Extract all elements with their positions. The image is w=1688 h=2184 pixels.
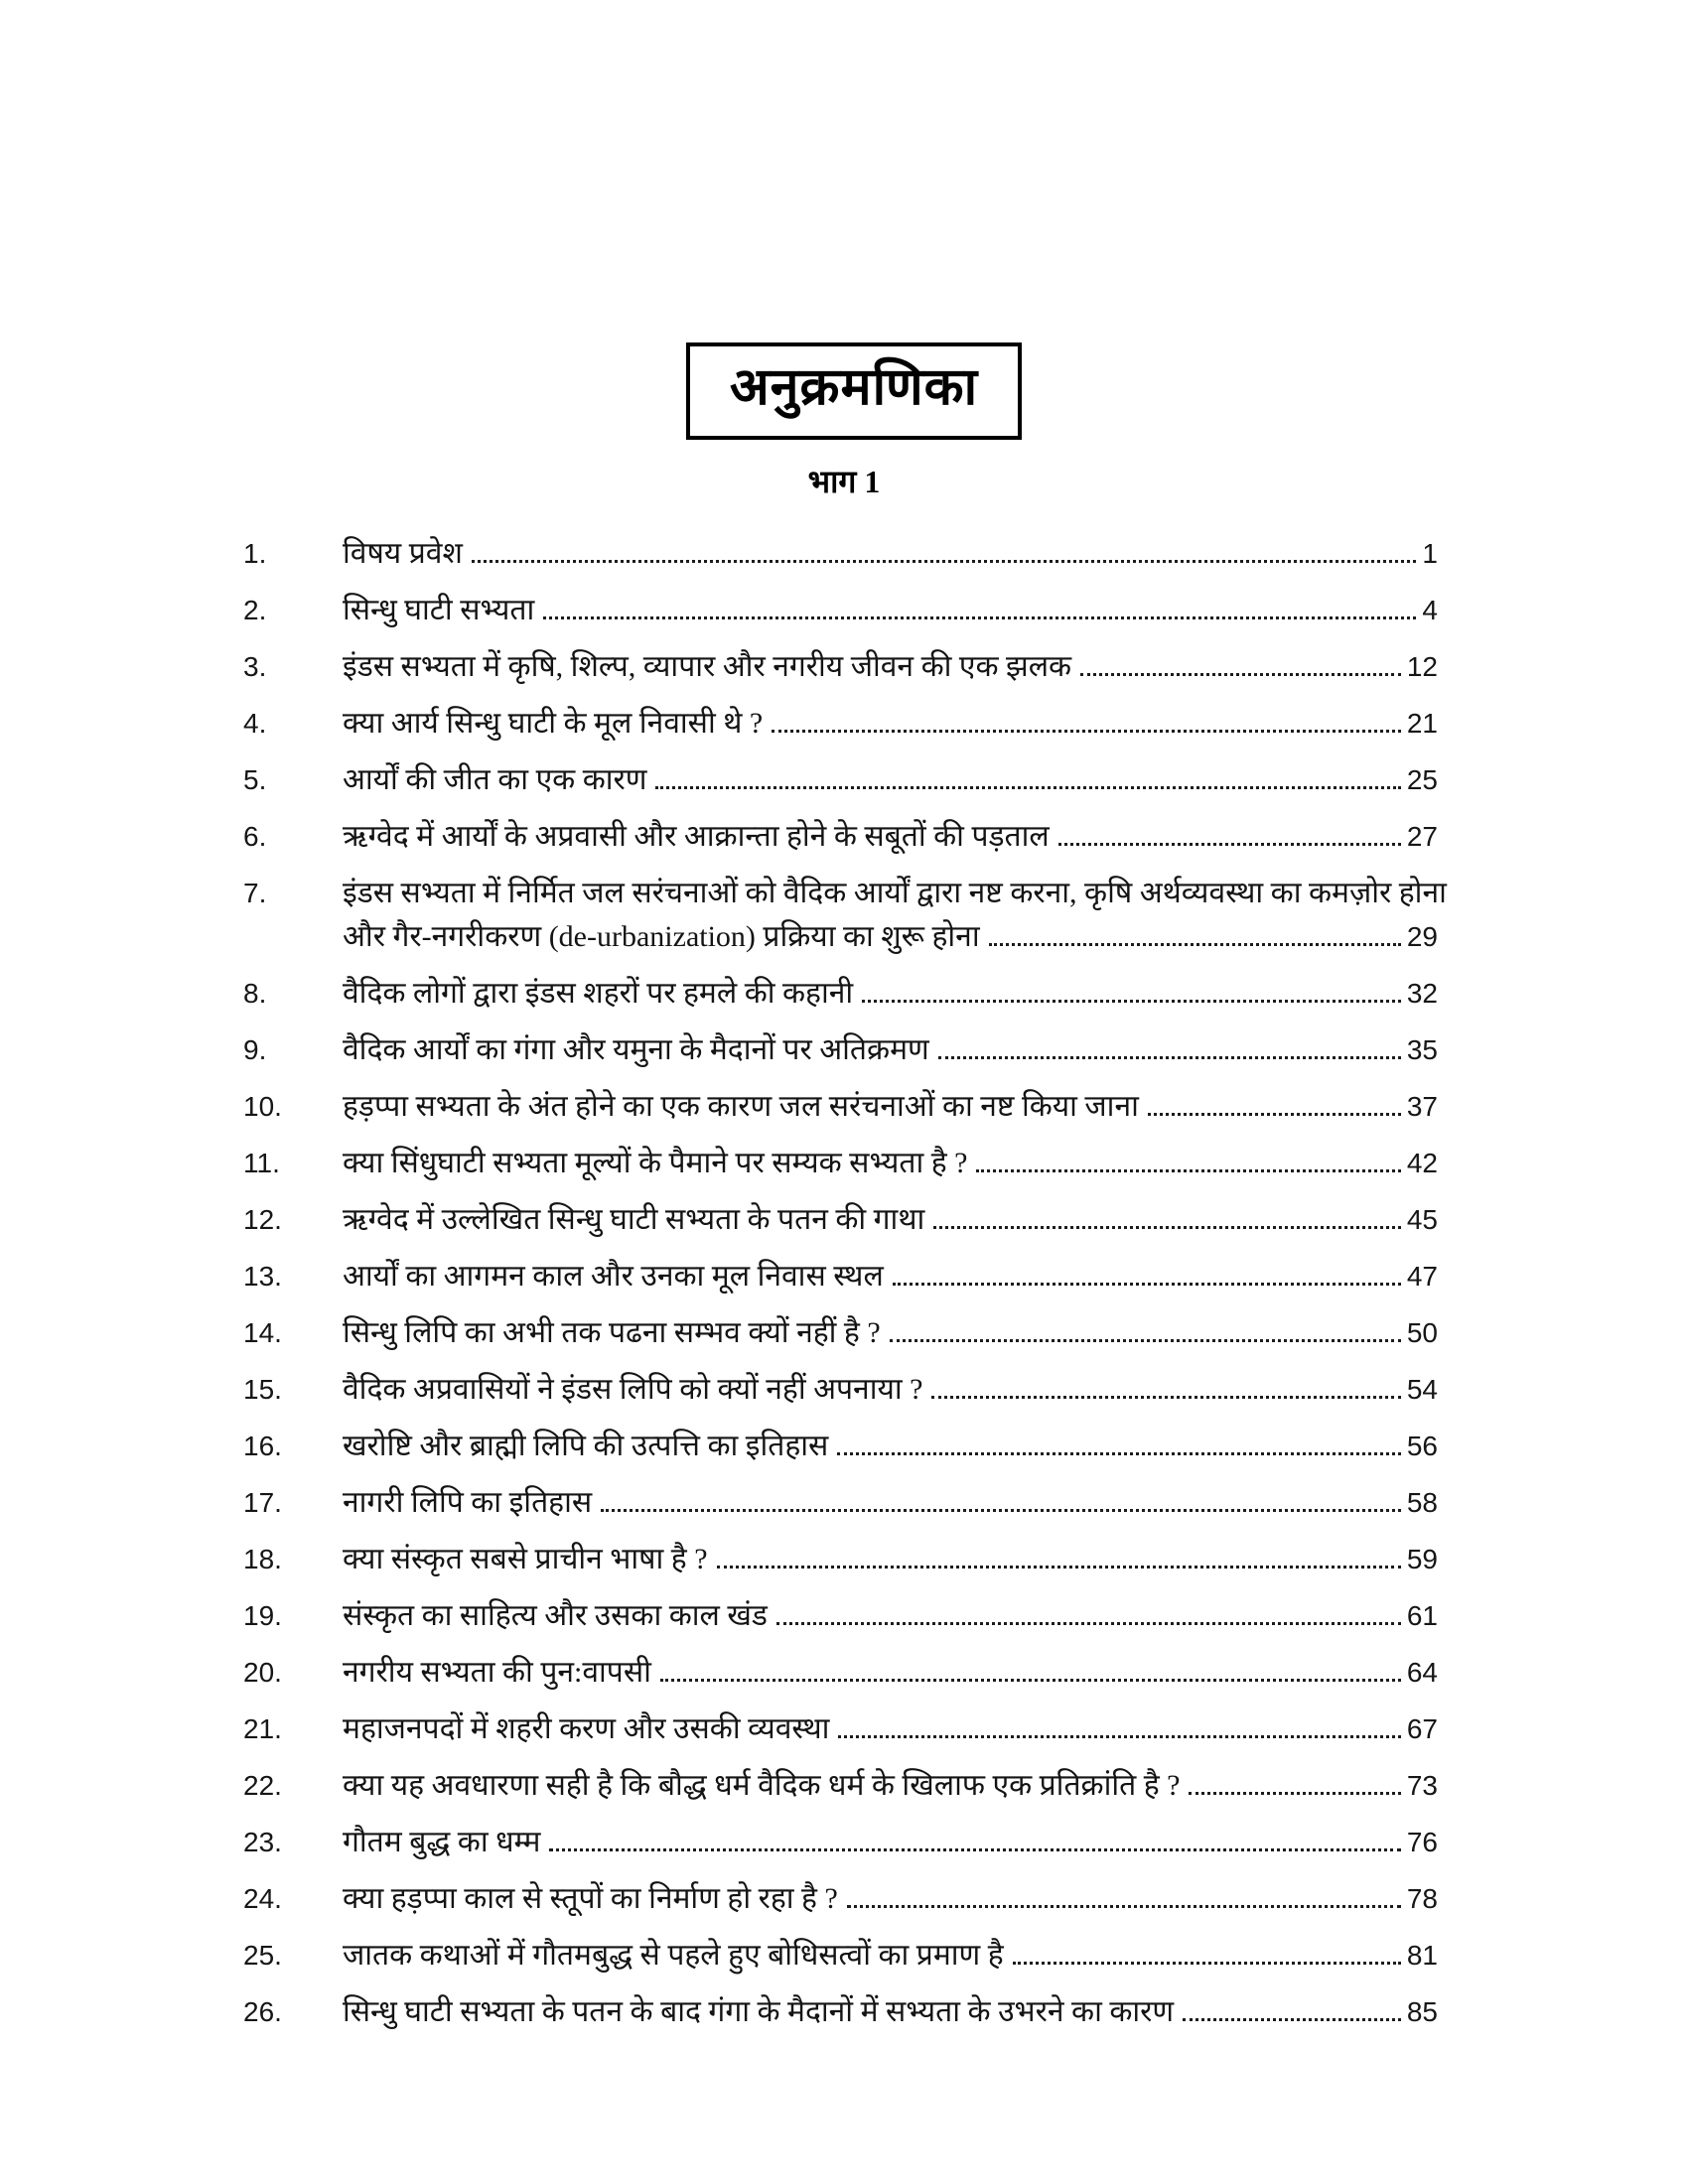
toc-entry-body <box>343 872 1447 959</box>
toc-entry-line <box>343 972 1438 1016</box>
toc-entry-page: 56 <box>1406 1430 1438 1461</box>
toc-entry-title: विषय प्रवेश <box>343 536 463 570</box>
toc-leader-dots <box>472 560 1417 563</box>
toc-entry-number: 15. <box>243 1373 282 1405</box>
toc-entry-line <box>343 758 1438 802</box>
toc-entry-line <box>343 645 1438 689</box>
toc-leader-dots <box>776 1622 1401 1625</box>
toc-entry-title: इंडस सभ्यता में कृषि, शिल्प, व्यापार और नगरीय जीवन की एक झलक <box>343 649 1072 683</box>
toc-entry-line <box>343 1538 1438 1581</box>
toc-entry-page: 78 <box>1406 1882 1438 1914</box>
toc-entry-number: 19. <box>243 1599 282 1631</box>
toc-leader-dots <box>1013 1962 1401 1965</box>
toc-entry-number: 22. <box>243 1769 282 1801</box>
toc-entry-title: क्या हड़प्पा काल से स्तूपों का निर्माण हो रहा है ? <box>343 1881 838 1915</box>
toc-entry-page: 32 <box>1406 977 1438 1009</box>
toc-entry-number: 14. <box>243 1316 282 1348</box>
toc-entry-title: खरोष्टि और ब्राह्मी लिपि की उत्पत्ति का इतिहास <box>343 1429 829 1462</box>
toc-entry-title: नगरीय सभ्यता की पुन:वापसी <box>343 1655 651 1689</box>
toc-entry-page: 61 <box>1406 1599 1438 1631</box>
toc-entry <box>243 972 1438 1016</box>
toc-entry-body <box>343 1311 1438 1355</box>
toc-leader-dots <box>717 1566 1401 1569</box>
toc-entry-page: 59 <box>1406 1543 1438 1574</box>
toc-entry-body <box>343 702 1438 746</box>
toc-entry-body <box>343 1990 1438 2034</box>
toc-entry-page: 12 <box>1406 650 1438 682</box>
toc-entry <box>243 1707 1438 1751</box>
toc-entry-title: संस्कृत का साहित्य और उसका काल खंड <box>343 1598 768 1632</box>
toc-entry-number: 9. <box>243 1033 267 1065</box>
toc-leader-dots <box>655 786 1400 789</box>
toc-entry-number: 2. <box>243 594 267 625</box>
toc-entry-body <box>343 1255 1438 1298</box>
toc-entry <box>243 702 1438 746</box>
toc-entry-title: वैदिक अप्रवासियों ने इंडस लिपि को क्यों नहीं अपनाया ? <box>343 1372 923 1406</box>
toc-entry-title: सिन्धु लिपि का अभी तक पढना सम्भव क्यों नहीं है ? <box>343 1315 881 1349</box>
toc-leader-dots <box>847 1905 1401 1908</box>
toc-entry <box>243 1142 1438 1185</box>
toc-entry <box>243 1877 1438 1921</box>
toc-entry-title: क्या सिंधुघाटी सभ्यता मूल्यों के पैमाने पर सम्यक सभ्यता है ? <box>343 1146 968 1179</box>
toc-entry <box>243 645 1438 689</box>
toc-entry-page: 47 <box>1406 1260 1438 1292</box>
toc-entry-number: 12. <box>243 1203 282 1235</box>
toc-entry-page: 58 <box>1406 1486 1438 1518</box>
toc-entry-line <box>343 1651 1438 1695</box>
toc-entry-page: 29 <box>1406 920 1438 952</box>
toc-entry-page: 21 <box>1406 707 1438 739</box>
toc-entry-title: क्या यह अवधारणा सही है कि बौद्ध धर्म वैदिक धर्म के खिलाफ एक प्रतिक्रांति है ? <box>343 1768 1181 1802</box>
toc-entry-body <box>343 1425 1438 1468</box>
toc-entry-line <box>343 1028 1438 1072</box>
toc-entry <box>243 1481 1438 1525</box>
toc-entry-body <box>343 1028 1438 1072</box>
toc-entry-line <box>343 1877 1438 1921</box>
toc-entry-number: 16. <box>243 1430 282 1461</box>
toc-entry-number: 17. <box>243 1486 282 1518</box>
toc-entry-body <box>343 1594 1438 1638</box>
toc-entry-body <box>343 532 1438 576</box>
toc-entry-number: 13. <box>243 1260 282 1292</box>
toc-entry-number: 4. <box>243 707 267 739</box>
toc-entry-page: 76 <box>1406 1826 1438 1857</box>
toc-entry-body <box>343 758 1438 802</box>
toc-entry-line <box>343 1990 1438 2034</box>
toc-entry <box>243 589 1438 632</box>
toc-entry-title: और गैर-नगरीकरण (de-urbanization) प्रक्रिया का शुरू होना <box>343 919 980 953</box>
title-box <box>686 342 1022 440</box>
toc-entry-number: 24. <box>243 1882 282 1914</box>
toc-entry-page: 42 <box>1406 1147 1438 1178</box>
toc-entry-line <box>343 702 1438 746</box>
toc-entry-title: ऋग्वेद में उल्लेखित सिन्धु घाटी सभ्यता के पतन की गाथा <box>343 1202 925 1236</box>
toc-leader-dots <box>893 1283 1401 1286</box>
toc-entry-number: 23. <box>243 1826 282 1857</box>
toc-entry <box>243 1594 1438 1638</box>
toc-entry-title: वैदिक आर्यों का गंगा और यमुना के मैदानों पर अतिक्रमण <box>343 1032 929 1066</box>
toc-entry-body <box>343 972 1438 1016</box>
toc-entry-body <box>343 645 1438 689</box>
toc-leader-dots <box>838 1735 1400 1738</box>
toc-entry-line <box>343 1481 1438 1525</box>
toc-entry <box>243 1425 1438 1468</box>
toc-entry <box>243 872 1447 959</box>
toc-entry <box>243 1255 1438 1298</box>
toc-entry-title: आर्यों की जीत का एक कारण <box>343 762 647 796</box>
toc-entry-line <box>343 1198 1438 1242</box>
toc-leader-dots <box>931 1396 1400 1399</box>
toc-entry-page: 1 <box>1422 537 1438 569</box>
toc-leader-dots <box>1080 673 1401 676</box>
toc-entry-line <box>343 1594 1438 1638</box>
toc-entry-page: 4 <box>1422 594 1438 625</box>
toc-entry-number: 11. <box>243 1147 280 1178</box>
toc-leader-dots <box>989 943 1401 946</box>
toc-entry-number: 1. <box>243 537 267 569</box>
toc-entry-title: आर्यों का आगमन काल और उनका मूल निवास स्थल <box>343 1259 884 1293</box>
toc-entry <box>243 1651 1438 1695</box>
toc-entry-title: सिन्धु घाटी सभ्यता <box>343 593 535 626</box>
toc-entry-title: इंडस सभ्यता में निर्मित जल सरंचनाओं को वैदिक आर्यों द्वारा नष्ट करना, कृषि अर्थव्यवस्था का कमज़ोर होना <box>343 876 1447 909</box>
part-heading: भाग 1 <box>807 463 881 499</box>
toc-entry-title: हड़प्पा सभ्यता के अंत होने का एक कारण जल सरंचनाओं का नष्ट किया जाना <box>343 1089 1139 1123</box>
toc-entry <box>243 1821 1438 1864</box>
toc-entry-page: 37 <box>1406 1090 1438 1122</box>
toc-leader-dots <box>976 1169 1400 1172</box>
toc-entry-number: 25. <box>243 1939 282 1971</box>
toc-entry-number: 10. <box>243 1090 282 1122</box>
toc-entry-line <box>343 1934 1438 1978</box>
toc-entry-line <box>343 1085 1438 1129</box>
toc-entry-body <box>343 1651 1438 1695</box>
toc-entry <box>243 1311 1438 1355</box>
toc-entry-number: 20. <box>243 1656 282 1688</box>
toc-entry-number: 18. <box>243 1543 282 1574</box>
toc-entry-body <box>343 1877 1438 1921</box>
toc-entry-body <box>343 1821 1438 1864</box>
toc-entry-line <box>343 1142 1438 1185</box>
toc-leader-dots <box>1148 1113 1401 1116</box>
toc-leader-dots <box>660 1679 1401 1682</box>
toc-entry-line <box>343 532 1438 576</box>
toc-leader-dots <box>1183 2018 1401 2021</box>
toc-entry <box>243 532 1438 576</box>
toc-entry <box>243 1934 1438 1978</box>
toc-entry-page: 54 <box>1406 1373 1438 1405</box>
toc-entry-number: 6. <box>243 820 267 852</box>
toc-entry-body <box>343 1707 1438 1751</box>
toc-entry <box>243 1085 1438 1129</box>
toc-leader-dots <box>601 1509 1401 1512</box>
toc-entry-number: 3. <box>243 650 267 682</box>
toc-entry-page: 67 <box>1406 1712 1438 1744</box>
toc-entry-body <box>343 589 1438 632</box>
toc-entry-line <box>343 1425 1438 1468</box>
toc-entry-number: 5. <box>243 763 267 795</box>
toc-entry-body <box>343 1764 1438 1808</box>
toc-entry-title: क्या संस्कृत सबसे प्राचीन भाषा है ? <box>343 1542 708 1575</box>
toc-entry-line <box>343 815 1438 859</box>
toc-entry-line <box>343 1311 1438 1355</box>
toc-leader-dots <box>837 1452 1401 1455</box>
toc-entry-page: 81 <box>1406 1939 1438 1971</box>
toc-entry-number: 26. <box>243 1995 282 2027</box>
toc-entry-body <box>343 1368 1438 1412</box>
toc-entry-body <box>343 815 1438 859</box>
toc-entry-page: 27 <box>1406 820 1438 852</box>
toc-entry-page: 35 <box>1406 1033 1438 1065</box>
toc-leader-dots <box>933 1226 1401 1229</box>
toc-leader-dots <box>1058 843 1401 846</box>
toc-entry-body <box>343 1142 1438 1185</box>
toc-entry-title: जातक कथाओं में गौतमबुद्ध से पहले हुए बोधिसत्वों का प्रमाण है <box>343 1938 1004 1972</box>
toc-entry-number: 8. <box>243 977 267 1009</box>
toc-entry-number: 21. <box>243 1712 282 1744</box>
toc-entry <box>243 815 1438 859</box>
toc-entry <box>243 1538 1438 1581</box>
toc-leader-dots <box>862 1000 1401 1003</box>
page-title: अनुक्रमणिका <box>729 359 979 416</box>
toc-entry-body <box>343 1538 1438 1581</box>
toc-entry-line <box>343 1707 1438 1751</box>
toc-entry-page: 25 <box>1406 763 1438 795</box>
toc-entry-line <box>343 1764 1438 1808</box>
toc-entry-title: सिन्धु घाटी सभ्यता के पतन के बाद गंगा के मैदानों में सभ्यता के उभरने का कारण <box>343 1994 1175 2028</box>
toc-entry-line <box>343 1821 1438 1864</box>
toc-leader-dots <box>1189 1792 1400 1795</box>
toc-entry-page: 64 <box>1406 1656 1438 1688</box>
toc-entry <box>243 1368 1438 1412</box>
toc-entry-page: 85 <box>1406 1995 1438 2027</box>
toc-entry-title: क्या आर्य सिन्धु घाटी के मूल निवासी थे ? <box>343 706 764 740</box>
toc-entry-line <box>343 1368 1438 1412</box>
toc-entry-line <box>343 915 1438 959</box>
toc-leader-dots <box>543 616 1416 619</box>
toc-leader-dots <box>938 1056 1401 1059</box>
toc-entry-body <box>343 1085 1438 1129</box>
toc-entry-line <box>343 1255 1438 1298</box>
toc-entry-body <box>343 1198 1438 1242</box>
toc-entry-body <box>343 1481 1438 1525</box>
toc-entry <box>243 758 1438 802</box>
toc-entry-line <box>343 872 1447 915</box>
toc-leader-dots <box>549 1848 1400 1851</box>
toc-entry-number: 7. <box>243 877 267 908</box>
toc-entry-page: 73 <box>1406 1769 1438 1801</box>
toc-leader-dots <box>890 1339 1401 1342</box>
toc-entry-page: 50 <box>1406 1316 1438 1348</box>
toc-entry <box>243 1764 1438 1808</box>
toc-entry-title: ऋग्वेद में आर्यों के अप्रवासी और आक्रान्ता होने के सबूतों की पड़ताल <box>343 819 1050 853</box>
toc-entry-body <box>343 1934 1438 1978</box>
toc-entry-line <box>343 589 1438 632</box>
toc-list <box>243 532 1447 2034</box>
toc-entry <box>243 1028 1438 1072</box>
toc-entry-title: वैदिक लोगों द्वारा इंडस शहरों पर हमले की कहानी <box>343 976 854 1010</box>
toc-entry-title: गौतम बुद्ध का धम्म <box>343 1825 541 1858</box>
toc-entry-page: 45 <box>1406 1203 1438 1235</box>
toc-entry <box>243 1198 1438 1242</box>
toc-entry-title: महाजनपदों में शहरी करण और उसकी व्यवस्था <box>343 1711 830 1745</box>
toc-entry-title: नागरी लिपि का इतिहास <box>343 1485 593 1519</box>
toc-entry <box>243 1990 1438 2034</box>
toc-leader-dots <box>772 730 1401 733</box>
